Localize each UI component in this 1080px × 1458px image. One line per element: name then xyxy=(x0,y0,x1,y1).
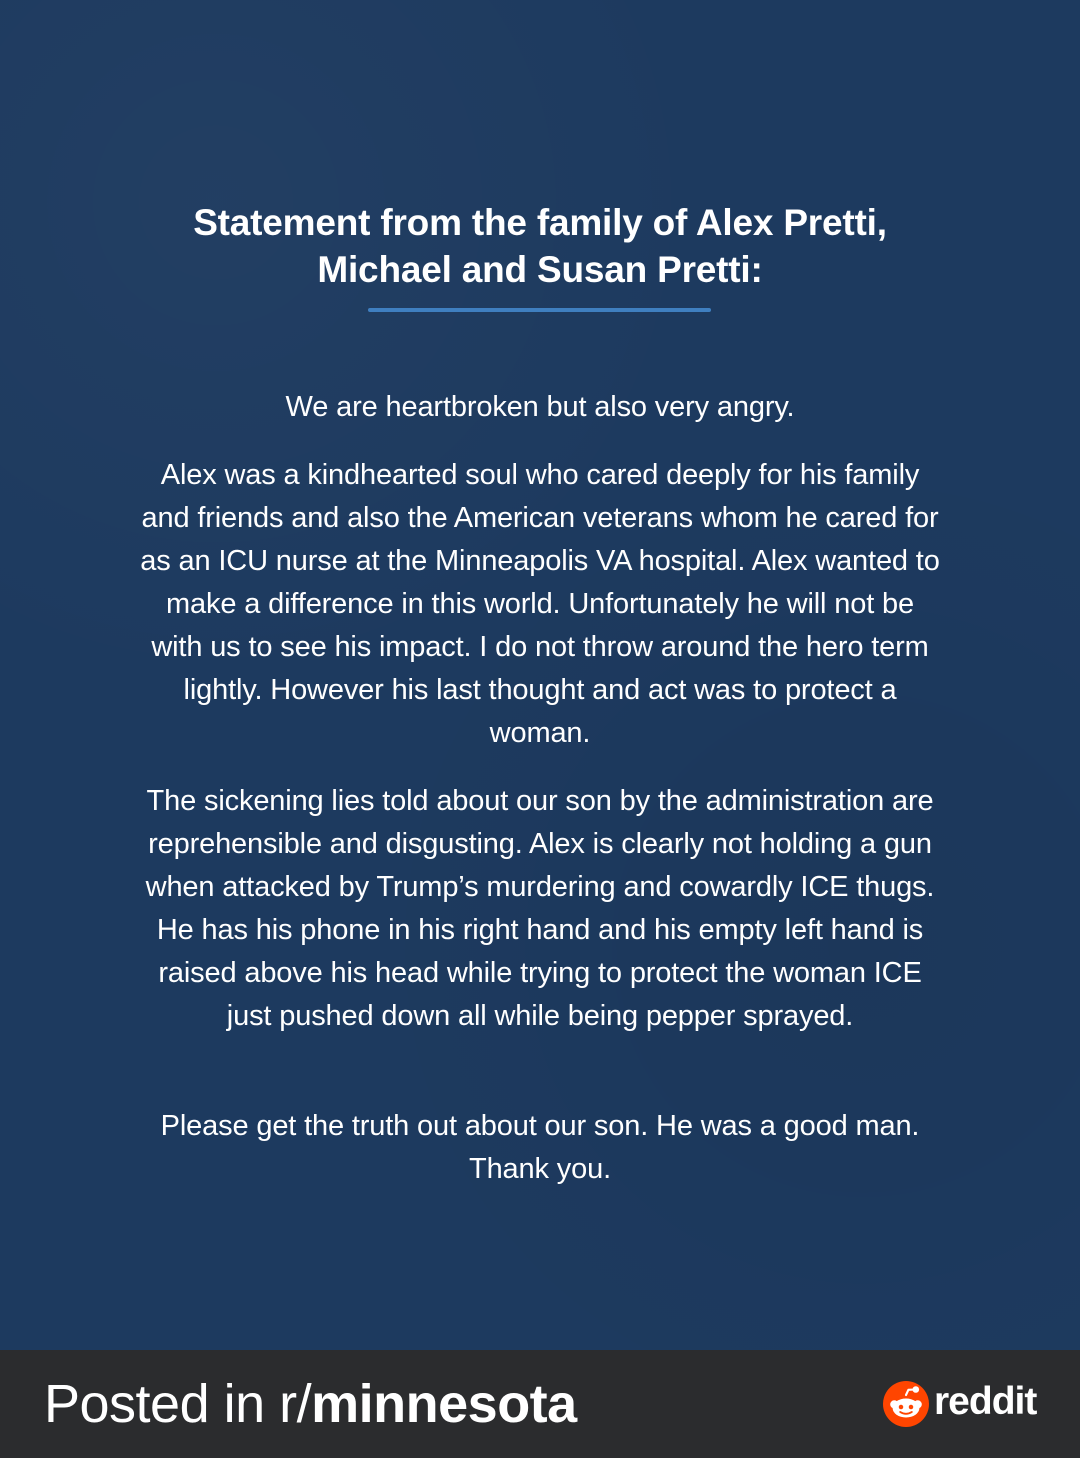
statement-title xyxy=(0,199,1080,293)
statement-paragraph-1: We are heartbroken but also very angry. xyxy=(285,391,795,423)
posted-in-subreddit[interactable] xyxy=(44,1372,577,1436)
subreddit-name[interactable]: minnesota xyxy=(311,1374,577,1434)
statement-paragraph-4: Please get the truth out about our son. He was a good man. Thank you. xyxy=(160,1110,920,1185)
statement-title-line-2: Michael and Susan Pretti: xyxy=(317,248,763,290)
statement-title-line-1: Statement from the family of Alex Pretti, xyxy=(193,201,887,243)
reddit-post-footer xyxy=(0,1350,1080,1458)
posted-in-prefix: Posted in r/ xyxy=(44,1374,312,1434)
reddit-snoo-icon xyxy=(883,1381,929,1427)
reddit-logo[interactable] xyxy=(883,1381,1041,1427)
statement-paragraph-3: The sickening lies told about our son by the administration are reprehensible and disgusting. Alex is clearly not holding a gun when attacked by Trump’s murdering and cowardly ICE thugs. He has his phone in his right hand and his empty left hand is raised above his head while trying to protect the woman ICE just pushed down all while being pepper sprayed. xyxy=(145,785,935,1032)
title-divider xyxy=(368,308,711,312)
statement-paragraph-2: Alex was a kindhearted soul who cared deeply for his family and friends and also the American veterans whom he cared for as an ICU nurse at the Minneapolis VA hospital. Alex wanted to make a difference in this world. Unfortunately he will not be with us to see his impact. I do not throw around the hero term lightly. However his last thought and act was to protect a woman. xyxy=(140,459,940,749)
reddit-wordmark: reddit xyxy=(934,1380,1037,1423)
